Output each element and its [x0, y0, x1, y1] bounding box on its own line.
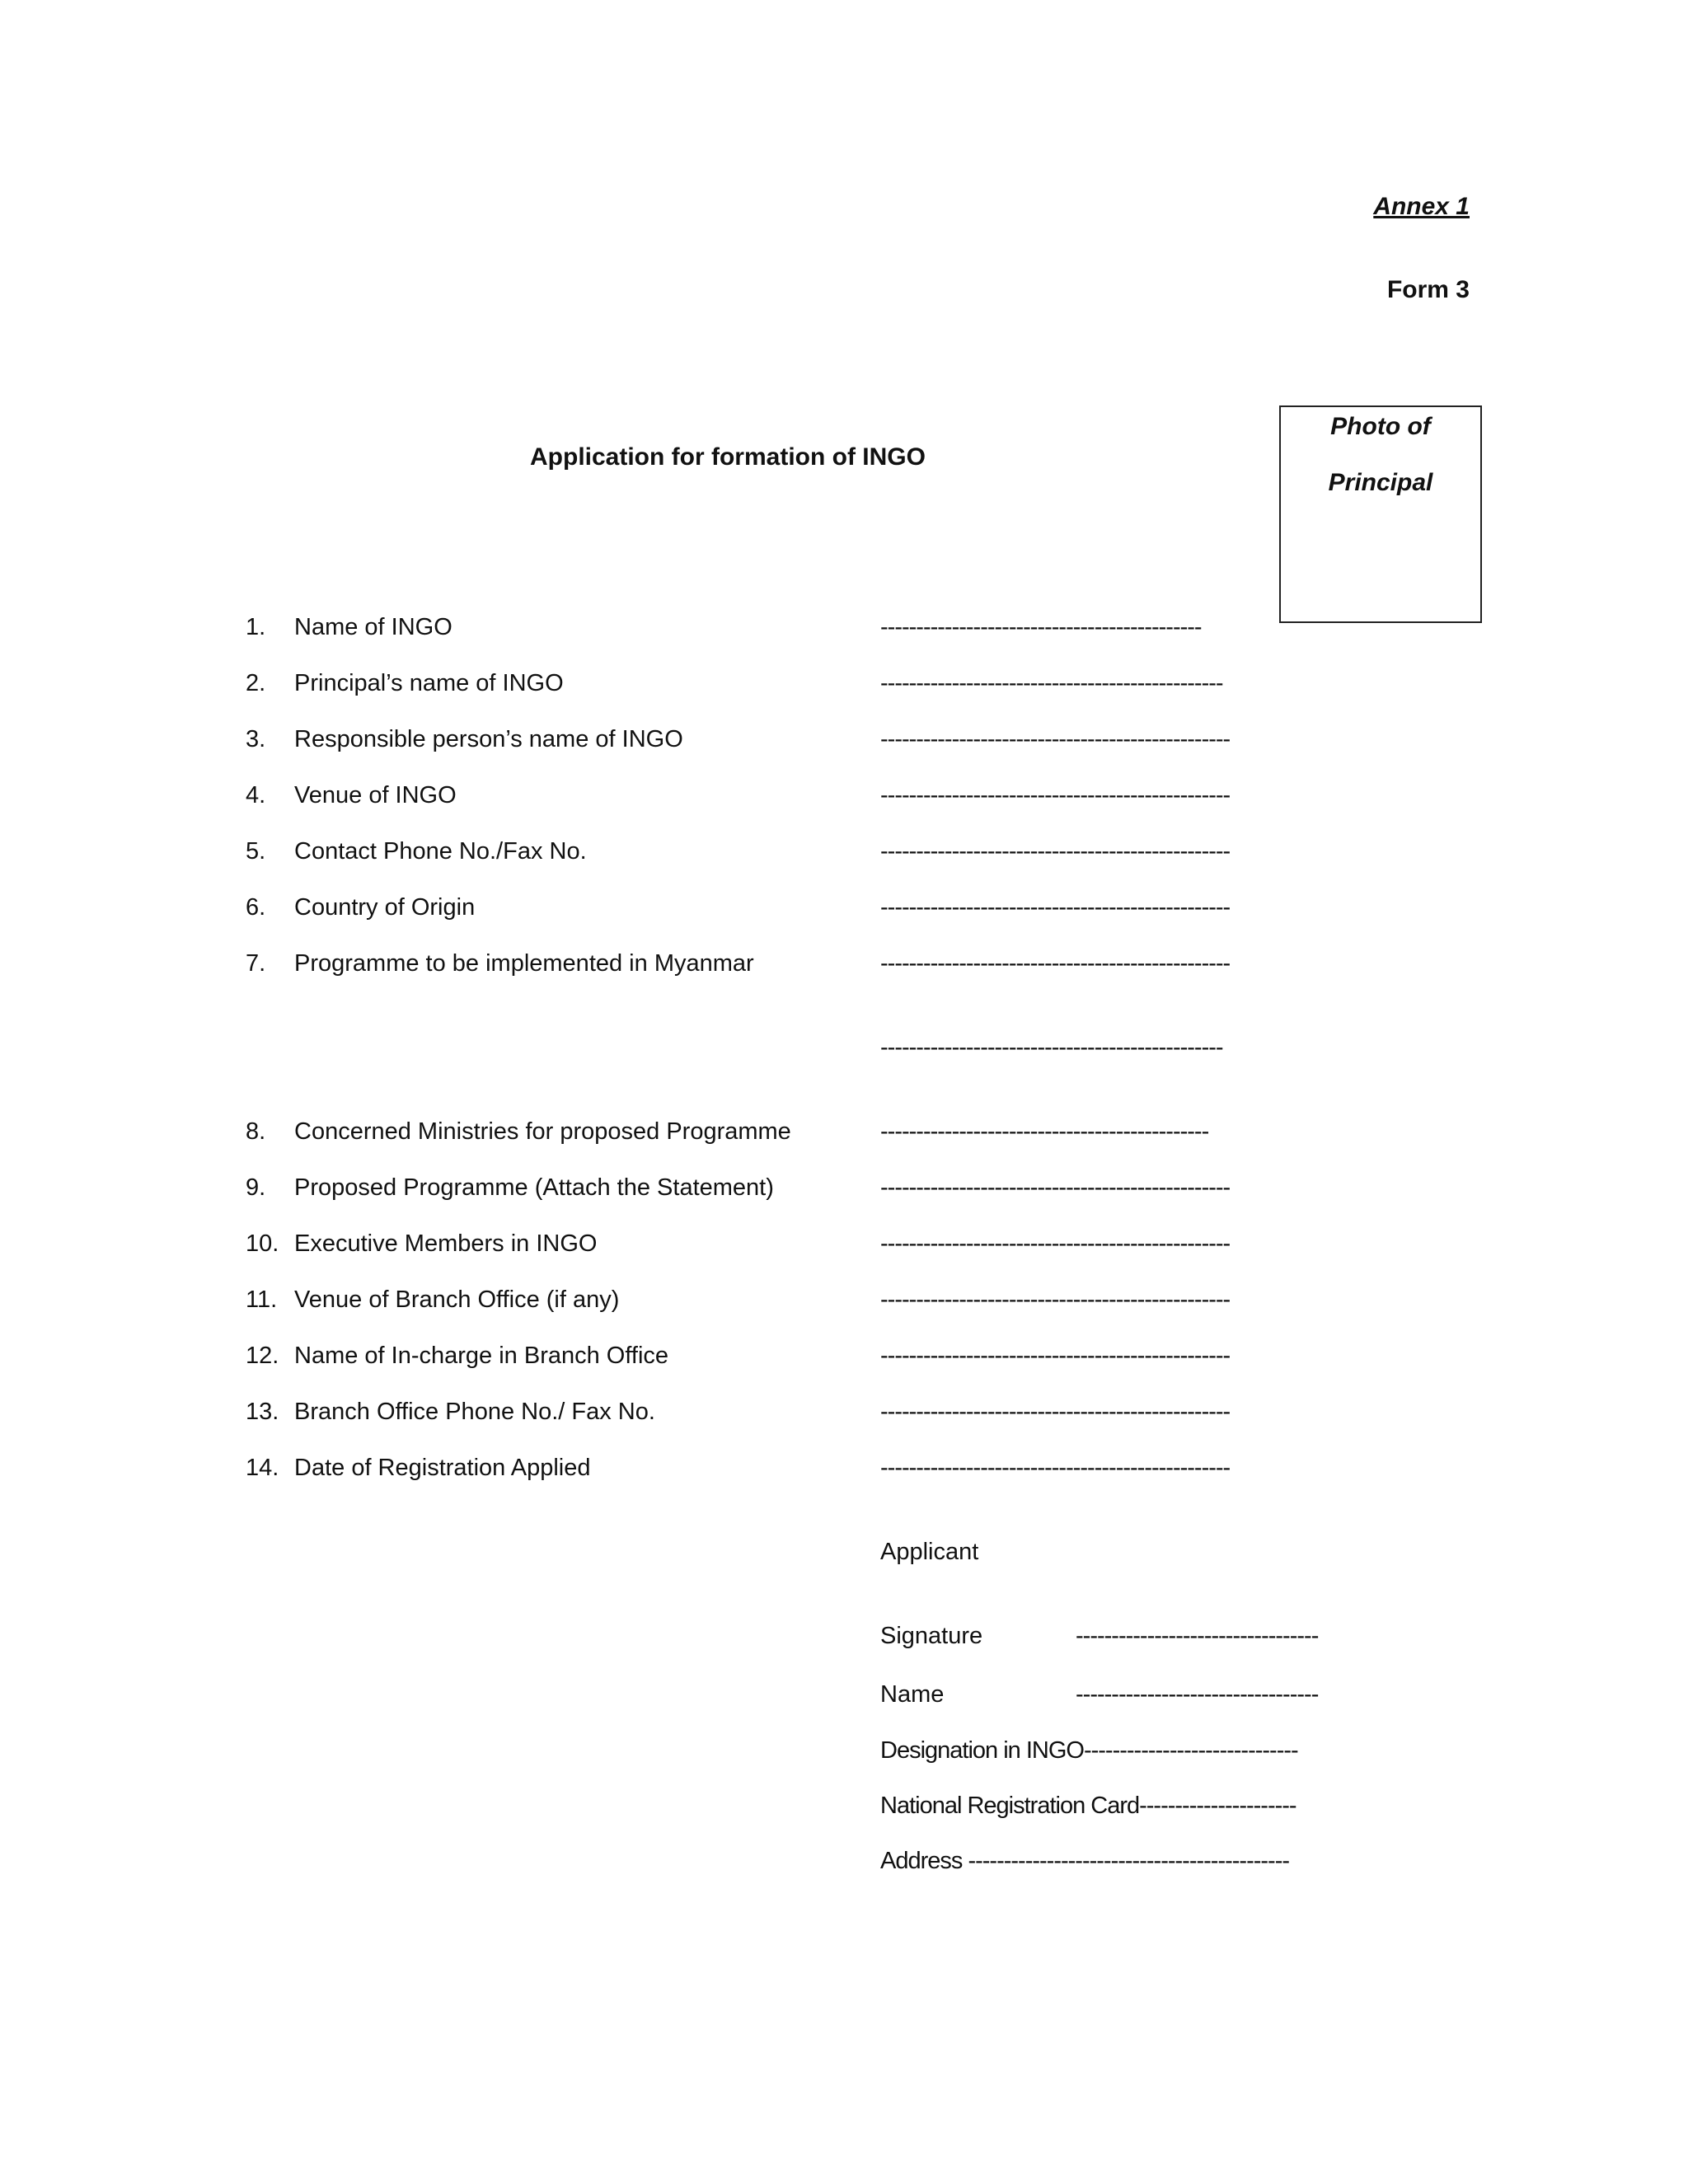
item-label: Executive Members in INGO	[294, 1230, 598, 1257]
item-label: Principal’s name of INGO	[294, 670, 564, 696]
annex-label: Annex 1	[1373, 193, 1470, 220]
form-number: Form 3	[1386, 276, 1470, 303]
applicant-heading: Applicant	[880, 1539, 979, 1565]
item-label: Date of Registration Applied	[294, 1455, 591, 1481]
item-answer-line[interactable]: ------------------------------------------------	[880, 670, 1223, 696]
address-field[interactable]: Address ---------------------------------------------	[880, 1848, 1290, 1874]
item-number: 6.	[246, 894, 266, 921]
item-answer-line[interactable]: -------------------------------------------------	[880, 894, 1231, 921]
nrc-field[interactable]: National Registration Card----------------------	[880, 1793, 1296, 1819]
item-label: Proposed Programme (Attach the Statement)	[294, 1174, 774, 1201]
form-title: Application for formation of INGO	[530, 443, 926, 471]
item-number: 5.	[246, 838, 266, 865]
item-number: 2.	[246, 670, 266, 696]
item-label: Branch Office Phone No./ Fax No.	[294, 1399, 655, 1425]
item-label: Country of Origin	[294, 894, 476, 921]
item-number: 11.	[246, 1286, 278, 1313]
item-number: 7.	[246, 950, 266, 977]
item-answer-line[interactable]: -------------------------------------------------	[880, 1343, 1231, 1369]
photo-label-line1: Photo of	[1330, 413, 1431, 440]
item-answer-line-continued[interactable]: ------------------------------------------------	[880, 1034, 1223, 1061]
name-line[interactable]: ----------------------------------	[1076, 1681, 1319, 1708]
item-answer-line[interactable]: -------------------------------------------------	[880, 1286, 1231, 1313]
item-label: Venue of INGO	[294, 782, 457, 808]
item-label: Concerned Ministries for proposed Programme	[294, 1118, 791, 1145]
item-answer-line[interactable]: -------------------------------------------------	[880, 950, 1231, 977]
signature-line[interactable]: ----------------------------------	[1076, 1623, 1319, 1649]
item-answer-line[interactable]: -------------------------------------------------	[880, 838, 1231, 865]
item-label: Name of In-charge in Branch Office	[294, 1343, 669, 1369]
item-answer-line[interactable]: -------------------------------------------------	[880, 782, 1231, 808]
item-answer-line[interactable]: ----------------------------------------------	[880, 1118, 1209, 1145]
item-number: 8.	[246, 1118, 266, 1145]
item-number: 4.	[246, 782, 266, 808]
signature-label: Signature	[880, 1623, 983, 1649]
designation-field[interactable]: Designation in INGO------------------------------	[880, 1737, 1298, 1764]
item-number: 13.	[246, 1399, 279, 1425]
item-number: 3.	[246, 726, 266, 752]
item-label: Contact Phone No./Fax No.	[294, 838, 587, 865]
item-answer-line[interactable]: -------------------------------------------------	[880, 1399, 1231, 1425]
item-label: Name of INGO	[294, 614, 452, 640]
item-answer-line[interactable]: ---------------------------------------------	[880, 614, 1202, 640]
item-answer-line[interactable]: -------------------------------------------------	[880, 726, 1231, 752]
item-label: Venue of Branch Office (if any)	[294, 1286, 620, 1313]
item-answer-line[interactable]: -------------------------------------------------	[880, 1455, 1231, 1481]
item-number: 14.	[246, 1455, 279, 1481]
item-number: 10.	[246, 1230, 279, 1257]
name-label: Name	[880, 1681, 945, 1708]
item-number: 12.	[246, 1343, 279, 1369]
photo-label-line2: Principal	[1328, 469, 1433, 496]
item-number: 1.	[246, 614, 266, 640]
item-answer-line[interactable]: -------------------------------------------------	[880, 1230, 1231, 1257]
item-label: Programme to be implemented in Myanmar	[294, 950, 754, 977]
item-label: Responsible person’s name of INGO	[294, 726, 683, 752]
photo-placeholder-box	[1279, 405, 1482, 623]
item-answer-line[interactable]: -------------------------------------------------	[880, 1174, 1231, 1201]
item-number: 9.	[246, 1174, 266, 1201]
